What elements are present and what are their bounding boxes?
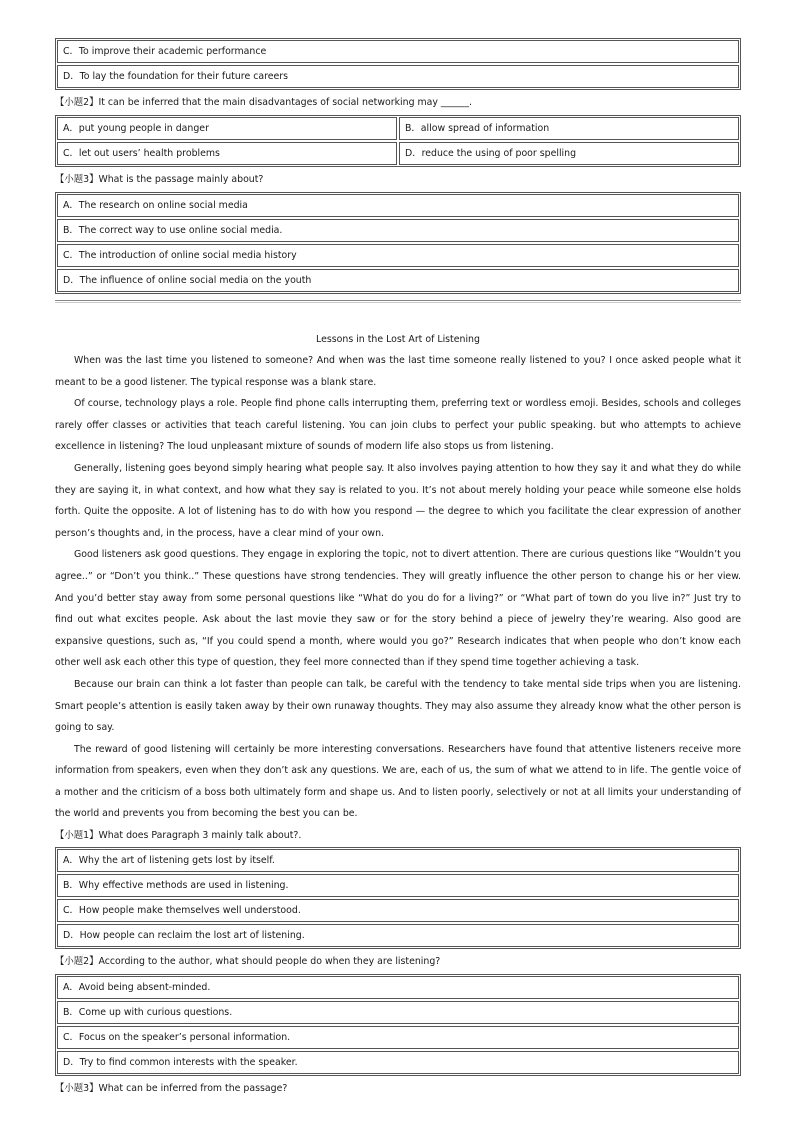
option-a[interactable]: A．Why the art of listening gets lost by itself.: [57, 849, 739, 872]
article-paragraph: Of course, technology plays a role. People find phone calls interrupting them, preferring text or wordless emoji. Besides, schools and colleges rarely offer classes or activities that teach careful listening. You can join clubs to perfect your public speaking. but who attempts to achieve excellence in listening? The loud unpleasant mixture of sounds of modern life also stops us from listening.: [55, 398, 741, 453]
article-paragraph: Generally, listening goes beyond simply hearing what people say. It also involves paying attention to how they say it and what they do while they are saying it, in what context, and how what they say is related to you. It’s not about merely holding your peace while someone else holds forth. Quite the opposite. A lot of listening has to do with how you respond — the degree to which you facilitate the clear expression of another person’s thoughts and, in the process, have a clear mind of your own.: [55, 462, 741, 539]
document-page: [55, 38, 741, 1101]
option-d[interactable]: D．The influence of online social media on the youth: [57, 269, 739, 292]
option-c[interactable]: C．Focus on the speaker’s personal information.: [57, 1026, 739, 1049]
option-a[interactable]: A．put young people in danger: [57, 117, 397, 140]
option-c[interactable]: C．let out users’ health problems: [57, 142, 397, 165]
question-stem: 【小题3】What can be inferred from the passage?: [55, 1083, 288, 1095]
article-paragraph: The reward of good listening will certainly be more interesting conversations. Researchers have found that attentive listeners receive more information from speakers, even when they don’t ask any questions. We are, each of us, the sum of what we attend to in life. The gentle voice of a mother and the criticism of a boss both ultimately form and shape us. And to listen poorly, selectively or not at all limits your understanding of the world and prevents you from becoming the best you can be.: [55, 743, 741, 820]
section-divider: [55, 300, 741, 303]
options-table-s2-q2: [55, 974, 741, 1076]
article-title: Lessons in the Lost Art of Listening: [316, 334, 480, 345]
options-table-s1-q1: [55, 38, 741, 90]
option-d[interactable]: D．Try to find common interests with the speaker.: [57, 1051, 739, 1074]
option-b[interactable]: B．Come up with curious questions.: [57, 1001, 739, 1024]
option-d[interactable]: D．How people can reclaim the lost art of listening.: [57, 924, 739, 947]
option-b[interactable]: B．allow spread of information: [399, 117, 739, 140]
question-stem: 【小题2】It can be inferred that the main disadvantages of social networking may ______.: [55, 97, 473, 108]
article-paragraph: Good listeners ask good questions. They engage in exploring the topic, not to divert attention. There are curious questions like “Wouldn’t you agree..” or “Don’t you think..” These questions have strong tendencies. They will greatly influence the other person to change his or her view. And you’d better stay away from some personal questions like “What do you do for a living?” or “What part of town do you live in?” Just try to find out what excites people. Ask about the last movie they saw or for the story behind a piece of jewelry they’re wearing. Also good are expansive questions, such as, “If you could spend a month, where would you go?” Research indicates that when people who don’t know each other well ask each other this type of question, they feel more connected than if they spend time together achieving a task.: [55, 549, 741, 669]
article-paragraph: When was the last time you listened to someone? And when was the last time someone really listened to you? I once asked people what it meant to be a good listener. The typical response was a blank stare.: [55, 355, 741, 388]
option-d[interactable]: D．reduce the using of poor spelling: [399, 142, 739, 165]
option-a[interactable]: A．Avoid being absent-minded.: [57, 976, 739, 999]
options-table-s1-q3: [55, 192, 741, 294]
question-stem: 【小题3】What is the passage mainly about?: [55, 174, 264, 185]
options-table-s2-q1: [55, 847, 741, 949]
option-b[interactable]: B．The correct way to use online social media.: [57, 219, 739, 242]
options-table-s1-q2: [55, 115, 741, 167]
article-paragraph: Because our brain can think a lot faster than people can talk, be careful with the tendency to take mental side trips when you are listening. Smart people’s attention is easily taken away by their own runaway thoughts. They may also assume they already know what the other person is going to say.: [55, 678, 741, 734]
question-stem: 【小题1】What does Paragraph 3 mainly talk about?.: [55, 830, 302, 842]
option-b[interactable]: B．Why effective methods are used in listening.: [57, 874, 739, 897]
option-a[interactable]: A．The research on online social media: [57, 194, 739, 217]
option-c[interactable]: C．To improve their academic performance: [57, 40, 739, 63]
option-c[interactable]: C．The introduction of online social media history: [57, 244, 739, 267]
option-c[interactable]: C．How people make themselves well understood.: [57, 899, 739, 922]
option-d[interactable]: D．To lay the foundation for their future careers: [57, 65, 739, 88]
question-stem: 【小题2】According to the author, what should people do when they are listening?: [55, 956, 441, 968]
